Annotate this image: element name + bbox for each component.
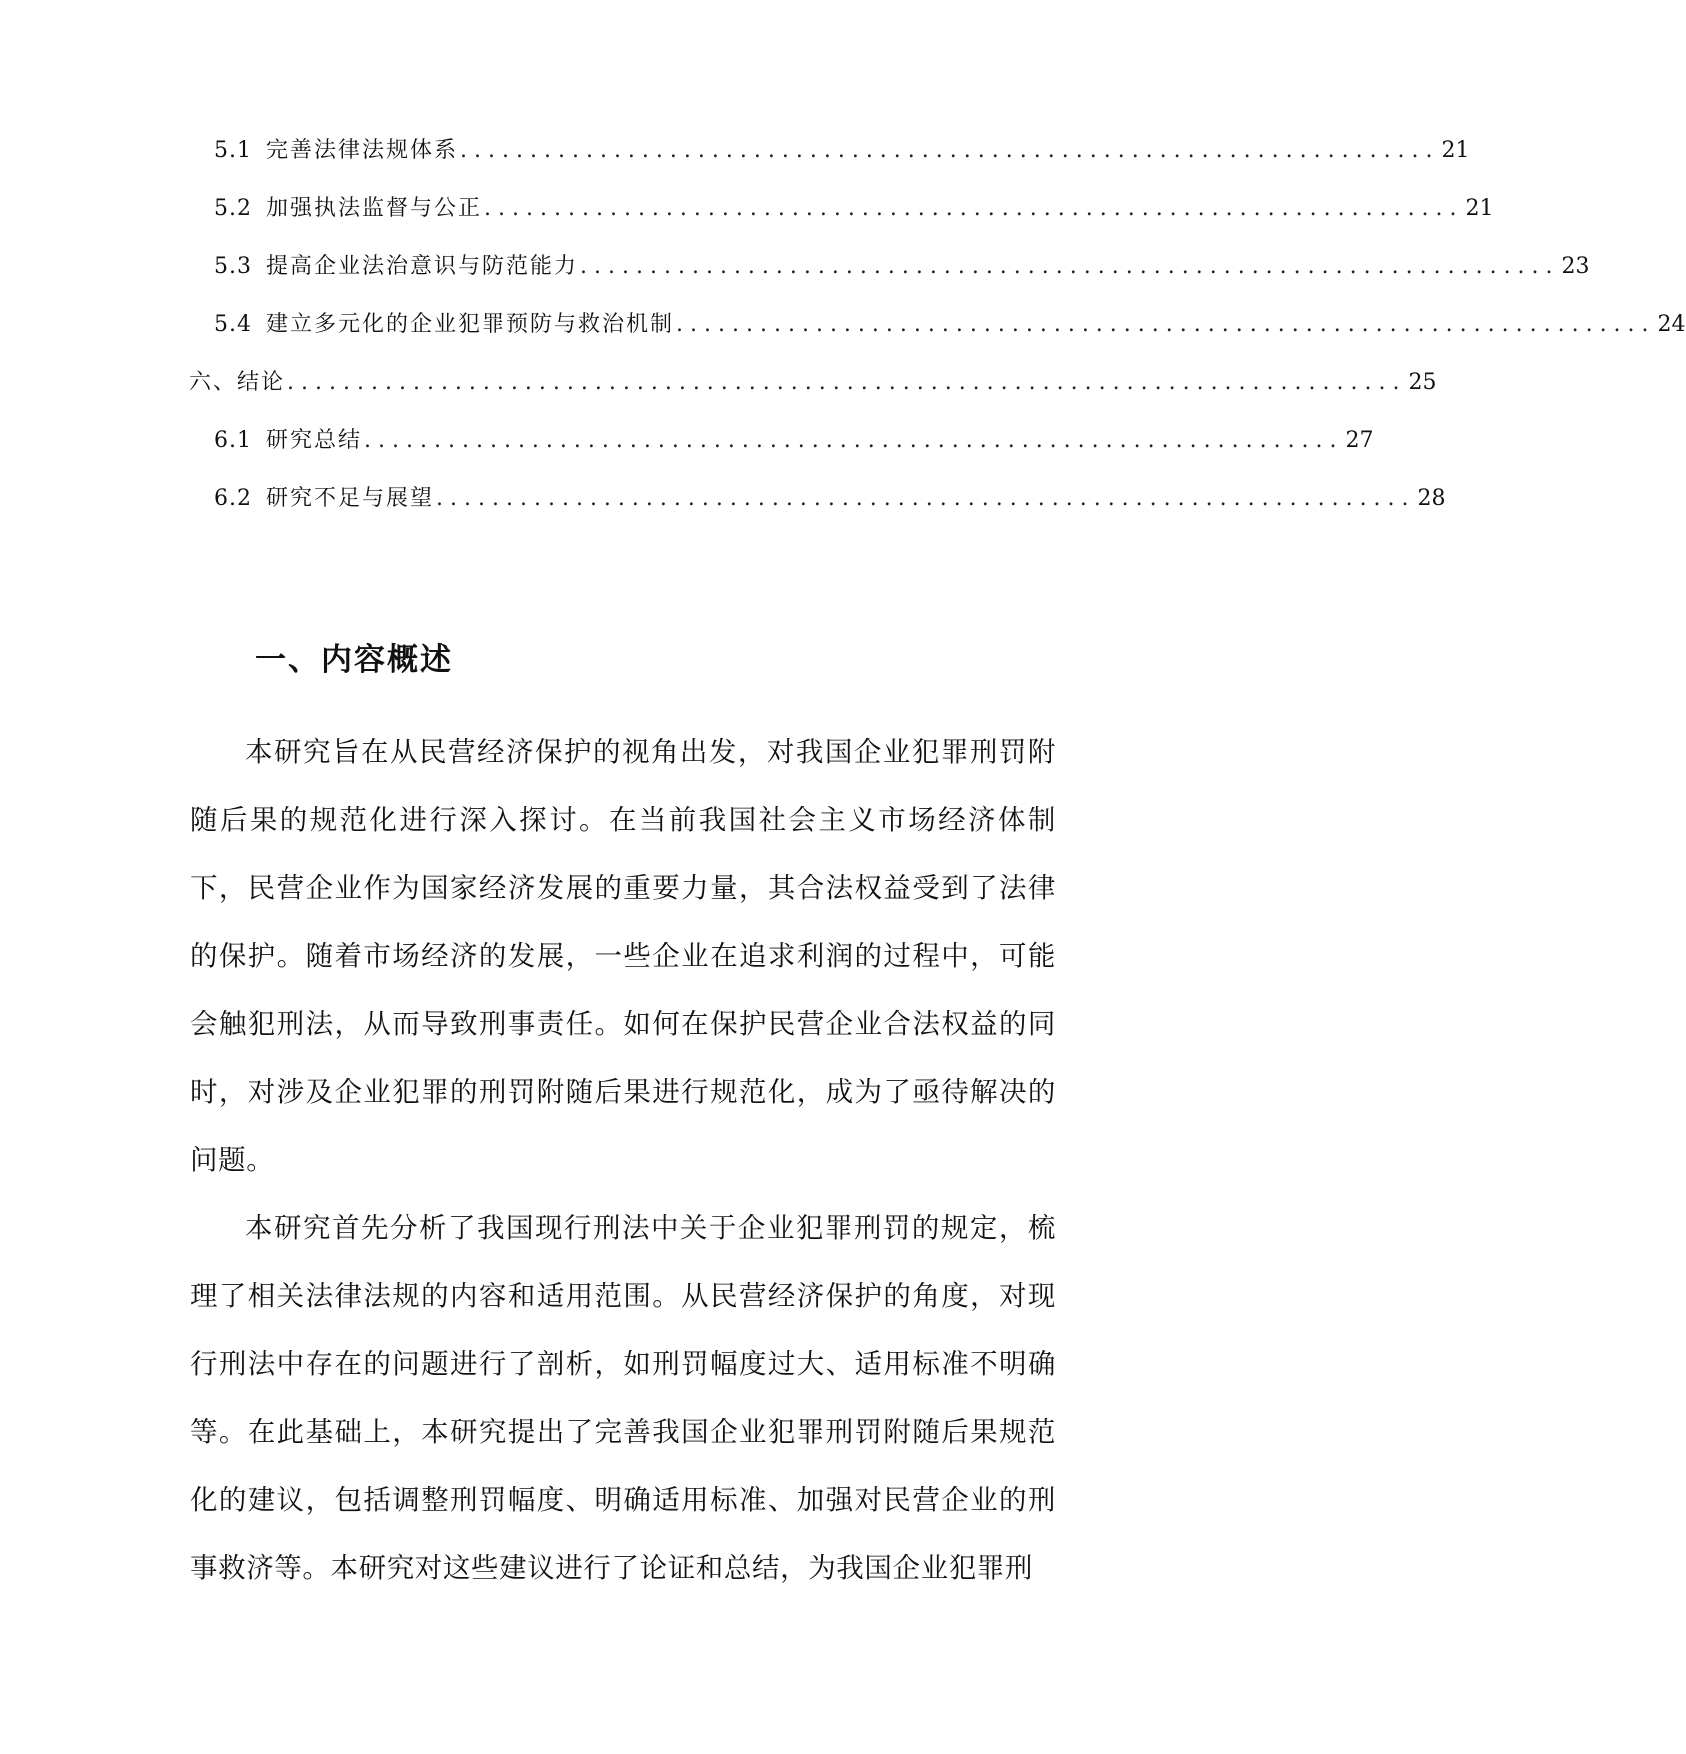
toc-entry[interactable] [214,194,1494,224]
toc-entry-title: 提高企业法治意识与防范能力 [266,254,579,279]
toc-entry[interactable] [189,368,1437,398]
toc-entry-number: 5.2 [214,196,252,221]
toc-entry-title: 建立多元化的企业犯罪预防与救治机制 [266,312,675,337]
toc-entry-page: 21 [1465,196,1494,221]
toc-dot-leader: ...................................................................... [364,428,1344,453]
toc-entry-title: 六、结论 [189,370,286,395]
toc-entry-title: 加强执法监督与公正 [266,196,483,221]
toc-entry-page: 24 [1657,312,1686,337]
toc-entry-page: 28 [1417,486,1446,511]
toc-dot-leader: ...................................................................... [484,196,1464,221]
toc-entry[interactable] [214,252,1590,282]
toc-entry-title: 完善法律法规体系 [266,138,459,163]
toc-entry[interactable] [214,426,1374,456]
toc-entry-page: 21 [1441,138,1470,163]
toc-dot-leader: ...................................................................... [580,254,1560,279]
body-paragraph: 本研究旨在从民营经济保护的视角出发，对我国企业犯罪刑罚附随后果的规范化进行深入探讨。在当前我国社会主义市场经济体制下，民营企业作为国家经济发展的重要力量，其合法权益受到了法律的保护。随着市场经济的发展，一些企业在追求利润的过程中，可能会触犯刑法，从而导致刑事责任。如何在保护民营企业合法权益的同时，对涉及企业犯罪的刑罚附随后果进行规范化，成为了亟待解决的问题。 [190,736,1056,1176]
toc-entry[interactable] [214,310,1686,340]
toc-entry-number: 5.1 [214,138,252,163]
body-paragraph: 本研究首先分析了我国现行刑法中关于企业犯罪刑罚的规定，梳理了相关法律法规的内容和适用范围。从民营经济保护的角度，对现行刑法中存在的问题进行了剖析，如刑罚幅度过大、适用标准不明确等。在此基础上，本研究提出了完善我国企业犯罪刑罚附随后果规范化的建议，包括调整刑罚幅度、明确适用标准、加强对民营企业的刑事救济等。本研究对这些建议进行了论证和总结，为我国企业犯罪刑 [190,1212,1056,1584]
toc-entry[interactable] [214,136,1470,166]
toc-dot-leader: ...................................................................... [676,312,1656,337]
toc-entry-number: 5.3 [214,254,252,279]
toc-entry-number: 6.1 [214,428,252,453]
toc-entry-page: 25 [1408,370,1437,395]
toc-dot-leader: ...................................................................... [436,486,1416,511]
toc-entry-title: 研究不足与展望 [266,486,435,511]
section-heading: 一、内容概述 [255,642,453,678]
toc-entry[interactable] [214,484,1446,514]
toc-entry-page: 27 [1345,428,1374,453]
toc-dot-leader: ...................................................................... [460,138,1440,163]
toc-entry-page: 23 [1561,254,1590,279]
toc-entry-number: 6.2 [214,486,252,511]
toc-dot-leader: ................................................................................ [287,370,1407,395]
toc-entry-number: 5.4 [214,312,252,337]
toc-entry-title: 研究总结 [266,428,363,453]
